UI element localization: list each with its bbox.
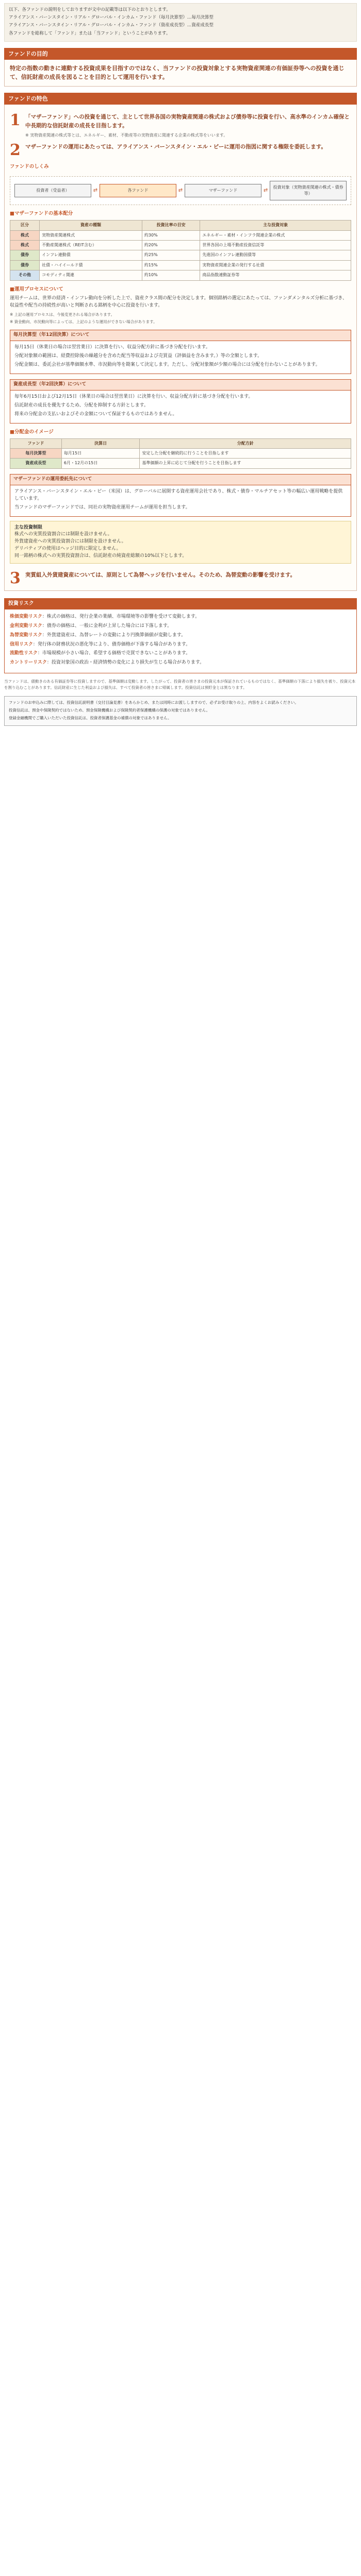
box-line: 毎年6月15日および12月15日（休業日の場合は翌営業日）に決算を行い、収益分配方針に基づき分配を行います。 <box>14 394 253 400</box>
box-line: アライアンス・バーンスタイン・エル・ピー（米国）は、グローバルに展開する資産運用会社であり、株式・債券・マルチアセット等の幅広い運用戦略を提供しています。 <box>14 488 343 501</box>
list-item: 流動性リスク：市場規模が小さい場合、希望する価格で売買できないことがあります。 <box>10 651 191 656</box>
info-title: 主な投資制限 <box>14 524 43 530</box>
box-body <box>10 341 351 374</box>
table-cell: 商品指数連動証券等 <box>200 270 351 280</box>
box-line: 信託財産の成長を優先するため、分配を抑制する方針とします。 <box>14 402 149 408</box>
table-cell: 債券 <box>10 250 40 260</box>
arrow-right-icon: ⇄ <box>178 188 183 194</box>
info-line: 同一銘柄の株式への実質投資割合は、信託財産の純資産総額の10%以下とします。 <box>14 553 187 559</box>
purpose-heading: ファンドの目的 <box>4 48 357 60</box>
dist-table-title: ■分配金のイメージ <box>10 429 54 435</box>
list-item: 株価変動リスク：株式の価格は、発行企業の業績、市場環境等の影響を受けて変動します。 <box>10 614 200 619</box>
table-header: ファンド <box>10 438 62 448</box>
table-header: 主な投資対象 <box>200 221 351 230</box>
distribution-table <box>10 438 351 469</box>
feature-1 <box>10 113 351 130</box>
feature-text: マザーファンドの運用にあたっては、アライアンス・バーンスタイン・エル・ピーに運用の指図に関する権限を委託します。 <box>25 143 326 150</box>
risk-title: 為替変動リスク <box>10 632 42 638</box>
subadvisor-box <box>10 474 351 517</box>
feature-number: 1 <box>10 111 21 129</box>
table-cell: 社債・ハイイールド債 <box>40 260 142 270</box>
feature-number: 2 <box>10 141 21 159</box>
arrow-right-icon: ⇄ <box>263 188 268 194</box>
feature-3 <box>10 571 351 586</box>
monthly-box <box>10 330 351 374</box>
flow-box-investor: 投資者（受益者） <box>14 184 91 197</box>
page <box>0 0 361 736</box>
note-line: 投資信託は、預金や保険契約ではないため、預金保険機構および保険契約者保護機構の保護の対象ではありません。 <box>9 707 210 713</box>
risk-title: 流動性リスク <box>10 651 38 656</box>
other-notes-box <box>4 696 357 726</box>
table-row <box>10 270 351 280</box>
box-title: 毎月決算型（年12回決算）について <box>10 330 351 341</box>
feature-number: 3 <box>10 569 21 588</box>
risk-list <box>10 614 351 667</box>
alloc-table-title: ■マザーファンドの基本配分 <box>10 211 73 217</box>
note-line: ※ 上記の運用プロセスは、今後変更される場合があります。 <box>10 312 115 317</box>
table-cell: 毎月15日 <box>61 448 140 458</box>
table-cell: 株式 <box>10 230 40 240</box>
risk-desc: 発行体の財務状況の悪化等により、債券価格が下落する場合があります。 <box>37 641 191 647</box>
info-line: デリバティブの使用はヘッジ目的に限定しません。 <box>14 546 121 552</box>
box-line: 当ファンドのマザーファンドでは、同社の実物資産運用チームが運用を担当します。 <box>14 504 190 510</box>
table-cell: 約30% <box>142 230 200 240</box>
table-cell: 不動産関連株式（REIT含む） <box>40 240 142 250</box>
table-cell: 先進国のインフレ連動国債等 <box>200 250 351 260</box>
risk-title: 金利変動リスク <box>10 623 42 629</box>
table-cell: コモディティ関連 <box>40 270 142 280</box>
risk-desc: 投資対象国の政治・経済情勢の変化により損失が生じる場合があります。 <box>51 660 205 666</box>
box-line: 分配金額は、委託会社が基準価額水準、市況動向等を勘案して決定します。ただし、分配対象額が少額の場合には分配を行わないことがあります。 <box>14 362 320 368</box>
info-line: 外貨建資産への実質投資割合には制限を設けません。 <box>14 539 126 545</box>
policy-notes <box>10 312 351 325</box>
features-body <box>4 105 357 591</box>
risk-title: 株価変動リスク <box>10 614 42 619</box>
table-cell: 約10% <box>142 270 200 280</box>
fund-structure-diagram <box>10 176 351 206</box>
flow-box-fund: 各ファンド <box>100 184 176 197</box>
risk-desc: 市場規模が小さい場合、希望する価格で売買できないことがあります。 <box>42 651 191 656</box>
table-row <box>10 230 351 240</box>
table-cell: 株式 <box>10 240 40 250</box>
box-body <box>10 485 351 516</box>
table-cell: 約15% <box>142 260 200 270</box>
top-note-line: 各ファンドを総称して「ファンド」または「当ファンド」ということがあります。 <box>9 30 171 36</box>
top-note-line: アライアンス・バーンスタイン・リアル・グローバル・インカム・ファンド（資産成長型）…資産成長型 <box>9 23 214 28</box>
growth-box <box>10 379 351 423</box>
table-header: 投資比率の目安 <box>142 221 200 230</box>
note-line: ※ 資金動向、市況動向等によっては、上記のような運用ができない場合があります。 <box>10 319 157 324</box>
flow-box-mother-fund: マザーファンド <box>185 184 261 197</box>
box-body <box>10 391 351 423</box>
table-row <box>10 240 351 250</box>
box-title: 資産成長型（年2回決算）について <box>10 380 351 391</box>
investment-limits-box <box>10 521 351 564</box>
risk-body <box>4 609 357 674</box>
list-item: 信用リスク：発行体の財務状況の悪化等により、債券価格が下落する場合があります。 <box>10 641 191 647</box>
note-line: ファンドのお申込みに際しては、投資信託説明書（交付目論見書）をあらかじめ、または同時にお渡ししますので、必ずお受け取りの上、内容をよくお読みください。 <box>9 700 299 705</box>
top-note-line: 以下、各ファンドの説明をしておりますが文中の記載等は以下のとおりとします。 <box>9 7 171 12</box>
feature-note: ※ 実物資産関連の株式等とは、エネルギー、素材、不動産等の実物資産に関連する企業の株式等をいいます。 <box>25 132 228 138</box>
table-cell: 基準価額の上昇に応じて分配を行うことを目指します <box>140 459 351 468</box>
policy-title: ■運用プロセスについて <box>10 286 63 292</box>
table-header: 分配方針 <box>140 438 351 448</box>
table-row <box>10 448 351 458</box>
purpose-lead: 特定の指数の動きに連動する投資成果を目指すのではなく、当ファンドの投資対象とする実物資産関連の有価証券等への投資を通じて、信託財産の成長を図ることを目的として運用を行います。 <box>10 64 344 81</box>
disclaimer-text: 当ファンドは、値動きのある有価証券等に投資しますので、基準価額は変動します。したがって、投資者の皆さまの投資元本が保証されているものではなく、基準価額の下落により損失を被り、投資元本を割り込むことがあります。信託財産に生じた利益および損失は、すべて投資者の皆さまに帰属します。投資信託は預貯金とは異なります。 <box>4 679 356 690</box>
arrow-right-icon: ⇄ <box>93 188 98 194</box>
table-row <box>10 250 351 260</box>
flow-box-assets: 投資対象（実物資産関連の株式・債券等） <box>270 181 347 201</box>
table-cell: 毎月決算型 <box>10 448 62 458</box>
box-line: 将来の分配金の支払いおよびその金額について保証するものではありません。 <box>14 411 177 417</box>
risk-desc: 株式の価格は、発行企業の業績、市場環境等の影響を受けて変動します。 <box>46 614 200 619</box>
list-item: 為替変動リスク：外貨建資産は、為替レートの変動により円換算価値が変動します。 <box>10 632 186 638</box>
policy-text: 運用チームは、世界の経済・インフレ動向を分析した上で、資産クラス間の配分を決定します。個別銘柄の選定にあたっては、ファンダメンタルズ分析に基づき、収益性や配当の持続性が高いと判断される銘柄を中心に投資を行います。 <box>10 296 347 309</box>
table-cell: 6月・12月の15日 <box>61 459 140 468</box>
box-line: 分配対象額の範囲は、経費控除後の繰越分を含めた配当等収益および売買益（評価益を含みます。）等の全額とします。 <box>14 353 262 359</box>
table-cell: インフレ連動債 <box>40 250 142 260</box>
feature-text: 実質組入外貨建資産については、原則として為替ヘッジを行いません。そのため、為替変動の影響を受けます。 <box>25 572 296 579</box>
top-note <box>4 3 357 42</box>
risk-desc: 債券の価格は、一般に金利が上昇した場合には下落します。 <box>46 623 172 629</box>
table-cell: 安定した分配を継続的に行うことを目指します <box>140 448 351 458</box>
table-cell: 約20% <box>142 240 200 250</box>
box-line: 毎月15日（休業日の場合は翌営業日）に決算を行い、収益分配方針に基づき分配を行います。 <box>14 345 210 350</box>
table-cell: 世界各国の上場不動産投資信託等 <box>200 240 351 250</box>
table-cell: エネルギー・素材・インフラ関連企業の株式 <box>200 230 351 240</box>
table-cell: 実物資産関連株式 <box>40 230 142 240</box>
table-cell: その他 <box>10 270 40 280</box>
table-header: 区分 <box>10 221 40 230</box>
allocation-table <box>10 220 351 280</box>
risk-title: 信用リスク <box>10 641 33 647</box>
feature-text: 「マザーファンド」への投資を通じて、主として世界各国の実物資産関連の株式および債券等に投資を行い、高水準のインカム確保と中長期的な信託財産の成長を目指します。 <box>25 113 350 129</box>
list-item: カントリーリスク：投資対象国の政治・経済情勢の変化により損失が生じる場合があります。 <box>10 660 205 666</box>
features-heading: ファンドの特色 <box>4 93 357 105</box>
table-row <box>10 260 351 270</box>
risk-title: カントリーリスク <box>10 660 47 666</box>
purpose-body <box>4 60 357 87</box>
table-cell: 実物資産関連企業の発行する社債 <box>200 260 351 270</box>
table-cell: 資産成長型 <box>10 459 62 468</box>
box-title: マザーファンドの運用委託先について <box>10 474 351 485</box>
table-cell: 約25% <box>142 250 200 260</box>
table-cell: 債券 <box>10 260 40 270</box>
top-note-line: アライアンス・バーンスタイン・リアル・グローバル・インカム・ファンド（毎月決算型）…毎月決算型 <box>9 15 214 21</box>
table-header: 決算日 <box>61 438 140 448</box>
note-line: 登録金融機関でご購入いただいた投資信託は、投資者保護基金の補償の対象ではありません。 <box>9 715 172 720</box>
risk-heading: 投資リスク <box>4 598 357 609</box>
info-line: 株式への実質投資割合には制限を設けません。 <box>14 532 112 537</box>
feature-2 <box>10 143 351 158</box>
flow-caption: ファンドのしくみ <box>10 163 49 170</box>
list-item: 金利変動リスク：債券の価格は、一般に金利が上昇した場合には下落します。 <box>10 623 172 629</box>
table-header: 資産の種類 <box>40 221 142 230</box>
risk-desc: 外貨建資産は、為替レートの変動により円換算価値が変動します。 <box>46 632 186 638</box>
table-row <box>10 459 351 468</box>
